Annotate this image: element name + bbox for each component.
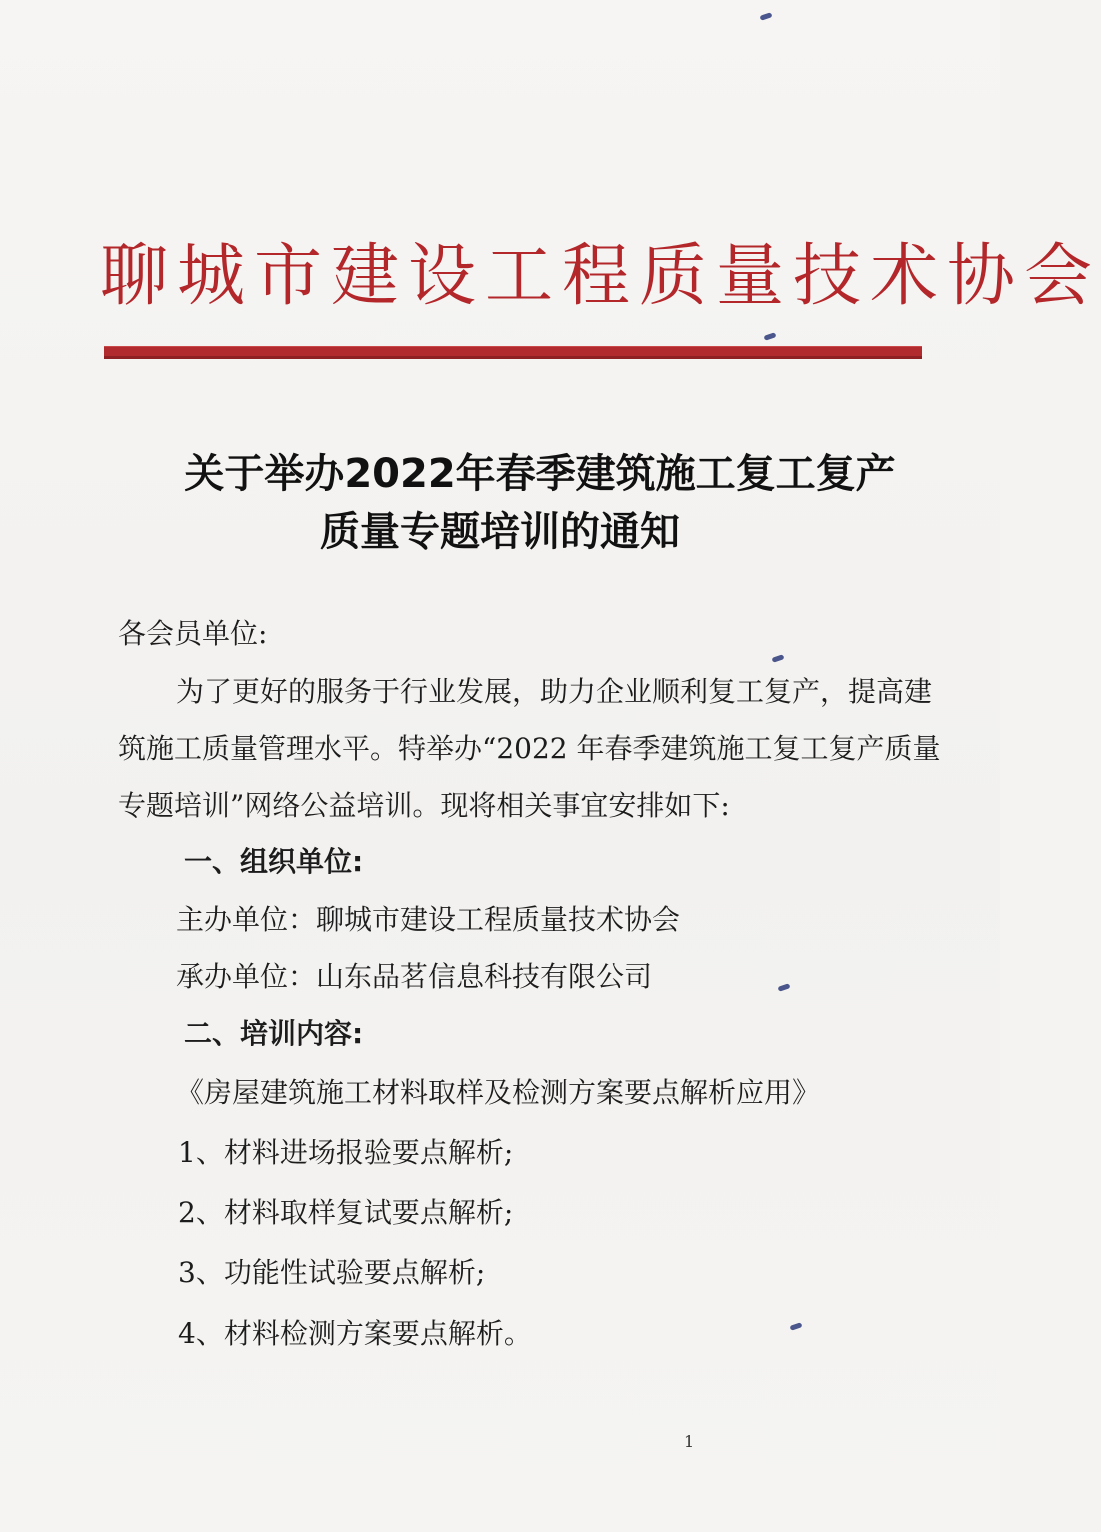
scan-speck	[764, 332, 777, 340]
content-item: 4、材料检测方案要点解析。	[178, 1317, 532, 1350]
organizer-unit: 承办单位：山东品茗信息科技有限公司	[176, 960, 653, 993]
section-heading-content: 二、培训内容:	[184, 1017, 364, 1050]
course-title: 《房屋建筑施工材料取样及检测方案要点解析应用》	[176, 1076, 821, 1109]
scan-speck	[790, 1322, 803, 1330]
intro-paragraph-line-1: 为了更好的服务于行业发展，助力企业顺利复工复产，提高建	[176, 675, 933, 708]
intro-paragraph-line-3: 专题培训”网络公益培训。现将相关事宜安排如下:	[118, 789, 730, 822]
intro-paragraph-line-2: 筑施工质量管理水平。特举办“2022 年春季建筑施工复工复产质量	[118, 732, 941, 765]
content-item: 1、材料进场报验要点解析;	[178, 1136, 514, 1169]
document-title-line-2: 质量专题培训的通知	[320, 509, 680, 555]
scan-speck	[778, 983, 791, 991]
organization-letterhead: 聊城市建设工程质量技术协会	[100, 237, 1101, 316]
document-title-line-1: 关于举办2022年春季建筑施工复工复产	[184, 451, 896, 497]
content-item: 3、功能性试验要点解析;	[178, 1256, 486, 1289]
host-unit: 主办单位：聊城市建设工程质量技术协会	[176, 903, 681, 936]
content-item: 2、材料取样复试要点解析;	[178, 1196, 514, 1229]
page-number: 1	[684, 1432, 695, 1451]
scan-speck	[772, 654, 785, 662]
scan-speck	[760, 12, 773, 20]
salutation: 各会员单位:	[118, 617, 268, 650]
letterhead-red-rule	[104, 346, 922, 359]
section-heading-organizers: 一、组织单位:	[184, 845, 364, 878]
